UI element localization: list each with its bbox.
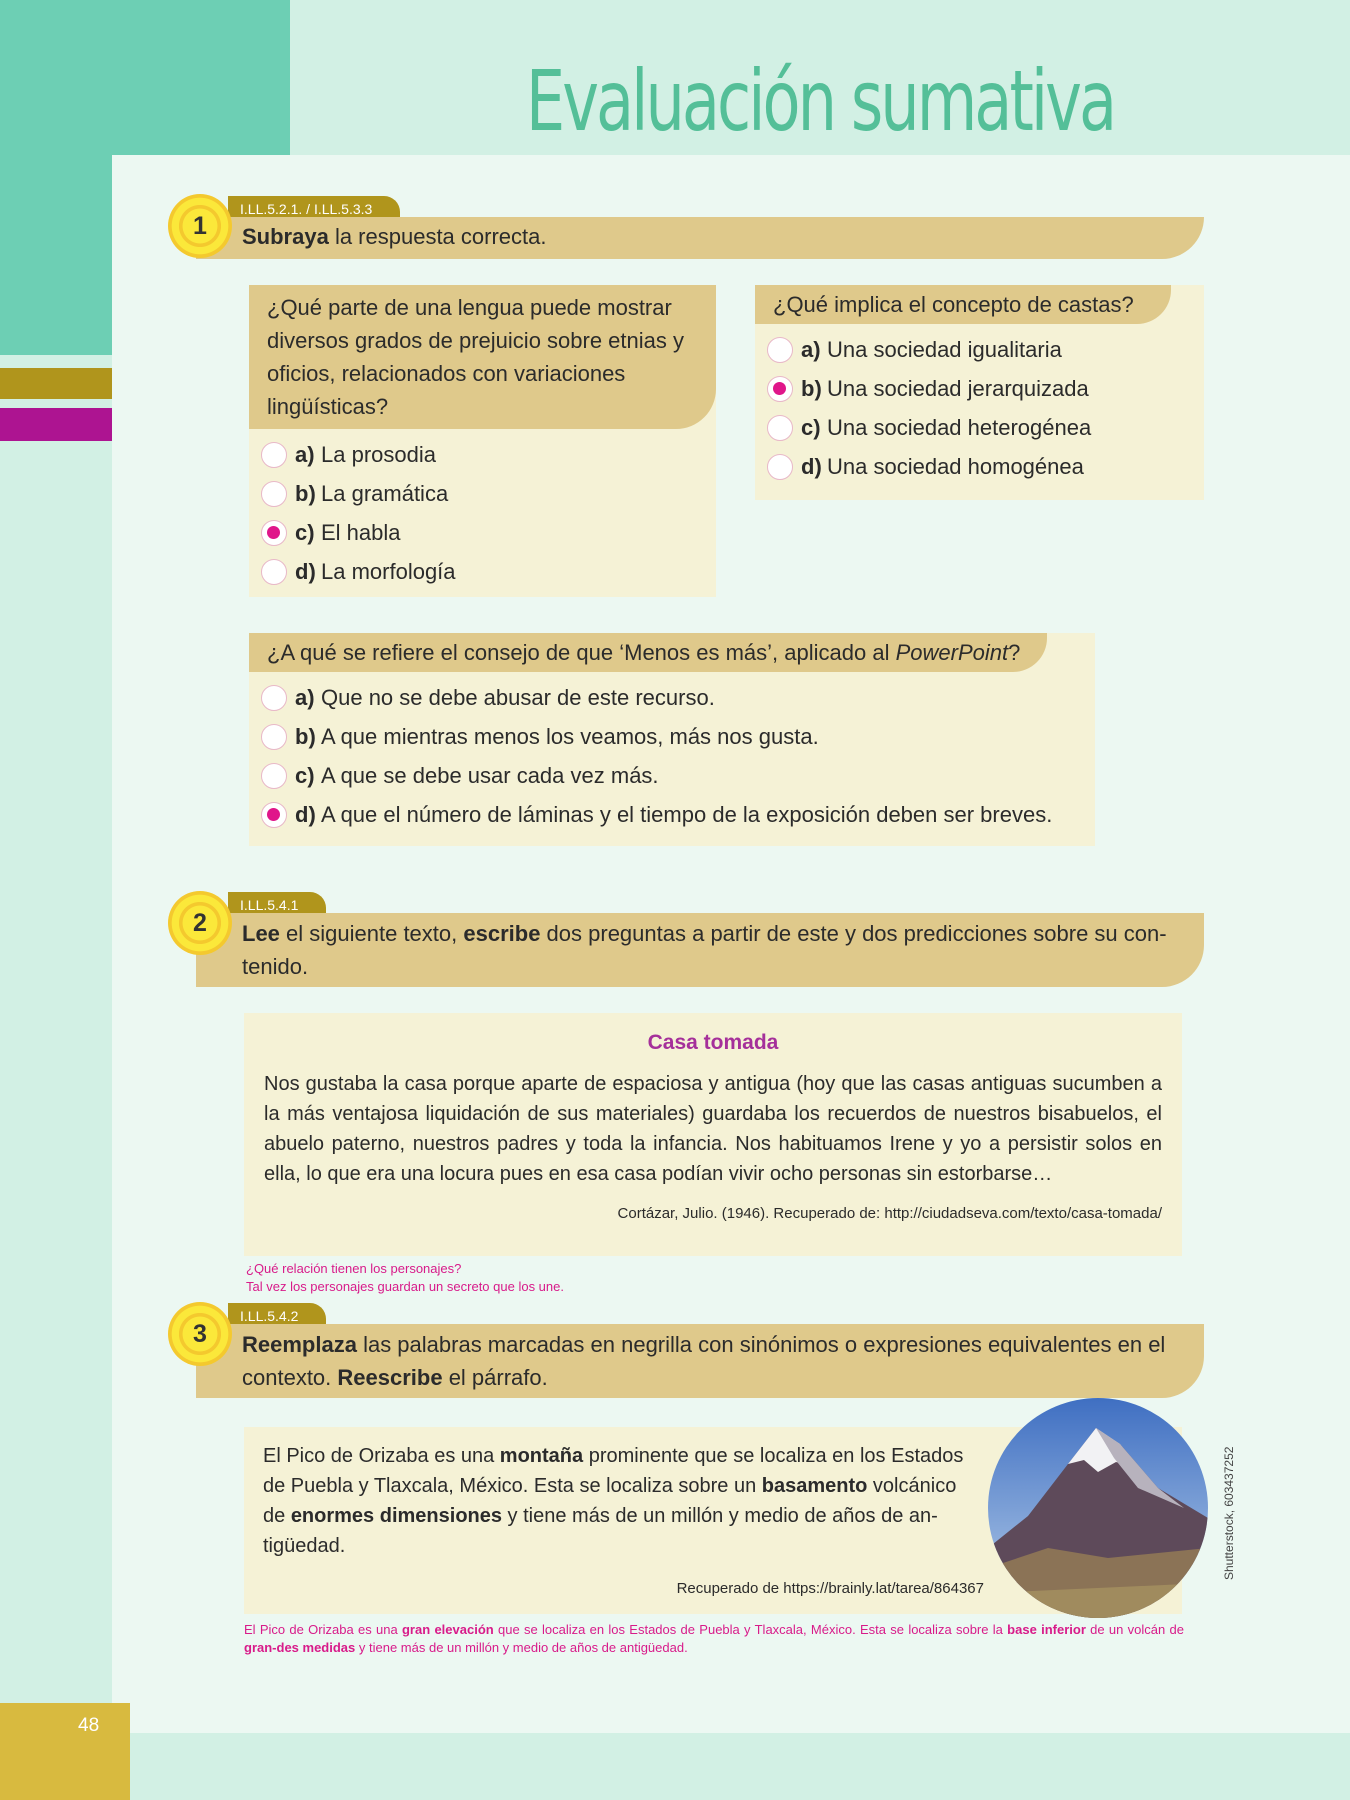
q2-radio-d[interactable] [767,454,793,480]
question-2-text: ¿Qué implica el concepto de castas? [755,285,1171,324]
orizaba-paragraph: El Pico de Orizaba es una montaña prominente que se localiza en los Estados de Puebla y Tlaxcala, México. Esta se localiza sobre un basamento volcánico de enormes dimensiones y tiene más de un millón y medio de años de an-tigüedad. [263,1445,964,1557]
story-citation: Cortázar, Julio. (1946). Recuperado de: http://ciudadseva.com/texto/casa-tomada/ [617,1205,1162,1222]
q1-option-b[interactable]: b) La gramática [261,474,716,513]
page-number-box [0,1703,130,1800]
q3-option-c[interactable]: c) A que se debe usar cada vez más. [261,756,1095,795]
section2-answer-1: ¿Qué relación tienen los personajes? [246,1261,462,1276]
q3-option-a[interactable]: a) Que no se debe abusar de este recurso. [261,678,1095,717]
section3-instruction: Reemplaza las palabras marcadas en negrilla con sinónimos o expresiones equivalentes en el contexto. Reescribe el párrafo. [196,1324,1204,1398]
mountain-image [988,1398,1208,1618]
pico-de-orizaba-photo [988,1398,1208,1618]
section1-code: I.LL.5.2.1. / I.LL.5.3.3 [228,196,400,220]
question-1-text: ¿Qué parte de una lengua puede mostrar diversos grados de prejuicio sobre etnias y oficios, relacionados con variaciones lingüísticas? [249,285,716,429]
section1-badge: 1 [168,194,232,258]
q3-radio-b[interactable] [261,724,287,750]
q2-option-d[interactable]: d) Una sociedad homogénea [767,447,1204,486]
q2-option-b[interactable]: b) Una sociedad jerarquizada [767,369,1204,408]
q2-radio-c[interactable] [767,415,793,441]
q2-radio-a[interactable] [767,337,793,363]
section3-code: I.LL.5.4.2 [228,1303,326,1327]
q1-option-c[interactable]: c) El habla [261,513,716,552]
section2-code: I.LL.5.4.1 [228,892,326,916]
section2-answer-2: Tal vez los personajes guardan un secreto que los une. [246,1279,564,1294]
q3-radio-c[interactable] [261,763,287,789]
section2-badge: 2 [168,891,232,955]
story-box [244,1013,1182,1256]
story-text: Nos gustaba la casa porque aparte de espaciosa y antigua (hoy que las casas antiguas sucumben a la más ventajosa liquidación de sus materiales) guardaba los recuerdos de nuestros bisabuelos, el abuelo paterno, nuestros padres y toda la infancia. Nos habituamos Irene y yo a persistir solos en ella, lo que era una locura pues en esa casa podían vivir ocho personas sin estorbarse… [264,1073,1162,1185]
section3-answer: El Pico de Orizaba es una gran elevación que se localiza en los Estados de Puebla y Tlaxcala, México. Esta se localiza sobre la base inferior de un volcán de gran-des medidas y tiene más de un millón y medio de años de antigüedad. [244,1622,1184,1655]
section3-badge: 3 [168,1302,232,1366]
section2-instruction: Lee el siguiente texto, escribe dos preguntas a partir de este y dos predicciones sobre su con- tenido. [196,913,1204,987]
page-title: Evaluación sumativa [525,52,1115,150]
q1-radio-b[interactable] [261,481,287,507]
page-number: 48 [78,1715,100,1736]
q1-option-d[interactable]: d) La morfología [261,552,716,591]
question-1-box [249,285,716,597]
story-title: Casa tomada [647,1031,779,1054]
q1-radio-d[interactable] [261,559,287,585]
q2-option-a[interactable]: a) Una sociedad igualitaria [767,330,1204,369]
q3-radio-a[interactable] [261,685,287,711]
q1-option-a[interactable]: a) La prosodia [261,435,716,474]
question-3-box [249,633,1095,846]
q2-option-c[interactable]: c) Una sociedad heterogénea [767,408,1204,447]
q1-radio-a[interactable] [261,442,287,468]
photo-credit: Shutterstock, 603437252 [1222,1446,1236,1580]
orizaba-citation: Recuperado de https://brainly.lat/tarea/864367 [676,1580,984,1597]
q1-radio-c-selected[interactable] [261,520,287,546]
question-2-box [755,285,1204,500]
q3-radio-d-selected[interactable] [261,802,287,828]
magenta-stripe [0,408,112,441]
olive-stripe [0,368,112,399]
q3-option-b[interactable]: b) A que mientras menos los veamos, más nos gusta. [261,717,1095,756]
question-3-text: ¿A qué se refiere el consejo de que ‘Menos es más’, aplicado al PowerPoint? [249,633,1047,672]
q3-option-d[interactable]: d) A que el número de láminas y el tiempo de la exposición deben ser breves. [261,795,1095,834]
q2-radio-b-selected[interactable] [767,376,793,402]
section1-instruction: Subraya la respuesta correcta. [196,217,1204,259]
